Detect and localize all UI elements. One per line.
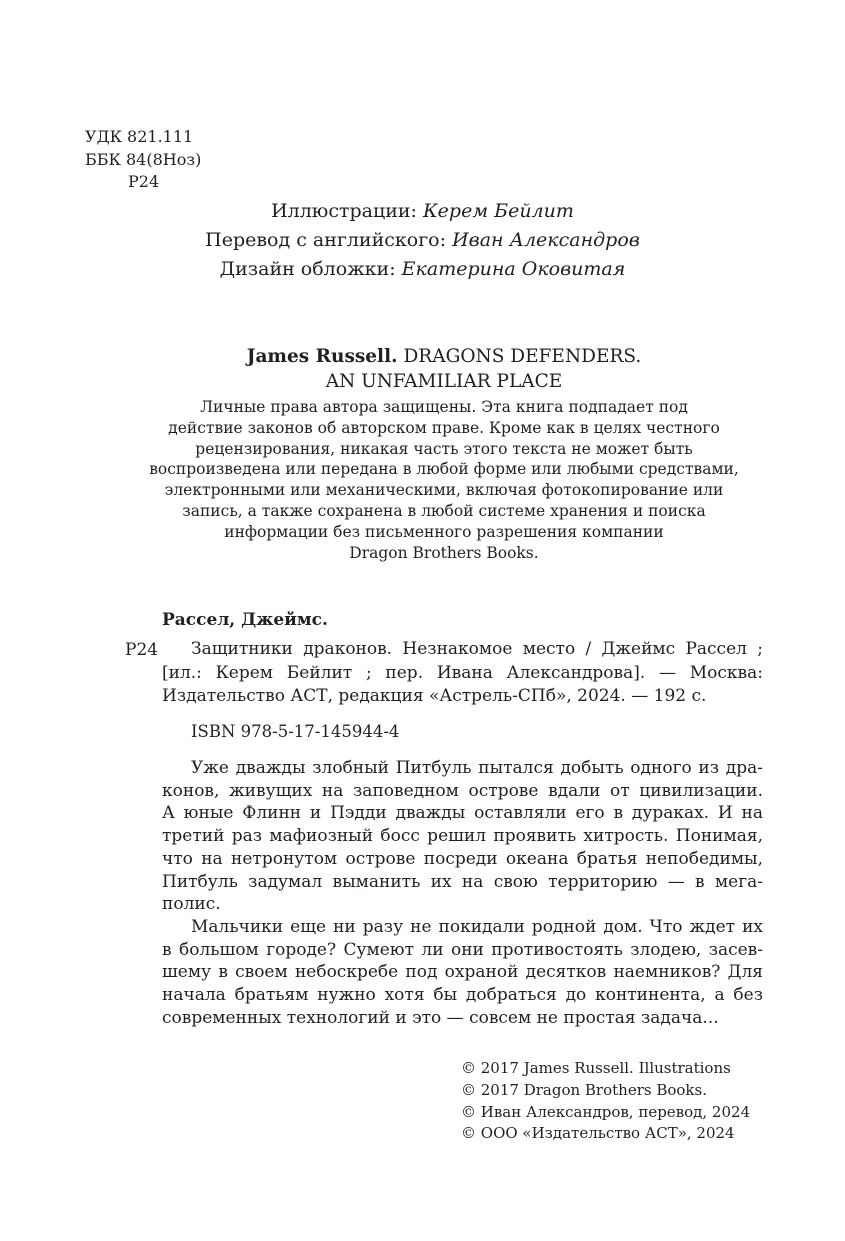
original-title-part-2: AN UNFAMILIAR PLACE	[325, 371, 563, 392]
catalog-author-heading: Рассел, Джеймс.	[162, 610, 328, 630]
annotation-line: в большом городе? Сумеют ли они противостоять злодею, засев-	[162, 939, 763, 960]
cover-credit	[0, 255, 845, 284]
annotation-line: шему в своем небоскребе под охраной десятков наемников? Для	[162, 962, 763, 983]
annotation-line: полис.	[162, 894, 221, 915]
original-title-part-1: DRAGONS DEFENDERS.	[403, 346, 642, 367]
annotation-line: конов, живущих на заповедном острове вдали от цивилизации.	[162, 780, 763, 801]
annotation	[162, 757, 763, 1029]
annotation-line: Уже дважды злобный Питбуль пытался добыть одного из дра-	[191, 758, 763, 778]
translator-name: Иван Александров	[452, 229, 640, 251]
rights-line: Личные права автора защищены. Эта книга подпадает под	[200, 398, 688, 416]
translation-label: Перевод с английского:	[205, 229, 447, 251]
rights-line: действие законов об авторском праве. Кроме как в целях честного	[168, 418, 720, 437]
copyright-line: © ООО «Издательство АСТ», 2024	[461, 1124, 735, 1143]
annotation-line: Мальчики еще ни разу не покидали родной дом. Что ждет их	[191, 916, 763, 937]
annotation-line: начала братьям нужно хотя бы добраться до континента, а без	[162, 985, 763, 1006]
copyright-line: © 2017 Dragon Brothers Books.	[461, 1080, 707, 1099]
annotation-line: современных технологий и это — совсем не простая задача...	[162, 1007, 719, 1028]
original-author: James Russell.	[246, 346, 398, 367]
rights-line: Dragon Brothers Books.	[349, 543, 539, 562]
original-title-block	[0, 344, 845, 394]
annotation-line: что на нетронутом острове посреди океана братья непобедимы,	[162, 848, 763, 869]
copyright-line: © Иван Александров, перевод, 2024	[461, 1102, 751, 1121]
illustrations-credit	[0, 197, 845, 226]
author-sign: Р24	[128, 172, 160, 191]
biblio-line: Защитники драконов. Незнакомое место / Джеймс Рассел ;	[191, 639, 763, 659]
catalog-code: Р24	[125, 640, 159, 660]
annotation-line: третий раз мафиозный босс решил проявить хитрость. Понимая,	[162, 826, 763, 847]
isbn: ISBN 978-5-17-145944-4	[191, 722, 400, 741]
rights-line: электронными или механическими, включая фотокопирование или	[164, 481, 724, 500]
annotation-line: А юные Флинн и Пэдди дважды оставляли его в дураках. И на	[162, 803, 763, 824]
rights-line: рецензирования, никакая часть этого текста не может быть	[195, 439, 693, 458]
rights-line: запись, а также сохранена в любой системе хранения и поиска	[182, 501, 706, 520]
copyright-block	[461, 1058, 750, 1145]
bibliographic-description	[162, 638, 763, 709]
biblio-line: [ил.: Керем Бейлит ; пер. Ивана Александрова]. — Москва:	[162, 662, 763, 683]
illustrations-label: Иллюстрации:	[271, 200, 417, 222]
biblio-line: Издательство АСТ, редакция «Астрель-СПб», 2024. — 192 с.	[162, 686, 707, 706]
annotation-line: Питбуль задумал выманить их на свою территорию — в мега-	[162, 871, 763, 892]
illustrator-name: Керем Бейлит	[422, 200, 574, 222]
rights-line: воспроизведена или передана в любой форме или любыми средствами,	[149, 460, 739, 479]
udk-code: УДК 821.111	[85, 127, 194, 146]
rights-notice	[0, 397, 845, 563]
bbk-code: ББК 84(8Ноз)	[85, 149, 202, 169]
copyright-line: © 2017 James Russell. Illustrations	[461, 1059, 731, 1077]
credits-block	[0, 197, 845, 284]
original-title-line-1	[0, 344, 845, 369]
rights-line: информации без письменного разрешения компании	[224, 522, 664, 541]
cover-label: Дизайн обложки:	[219, 258, 396, 280]
cover-designer-name: Екатерина Оковитая	[401, 258, 626, 280]
translation-credit	[0, 226, 845, 255]
